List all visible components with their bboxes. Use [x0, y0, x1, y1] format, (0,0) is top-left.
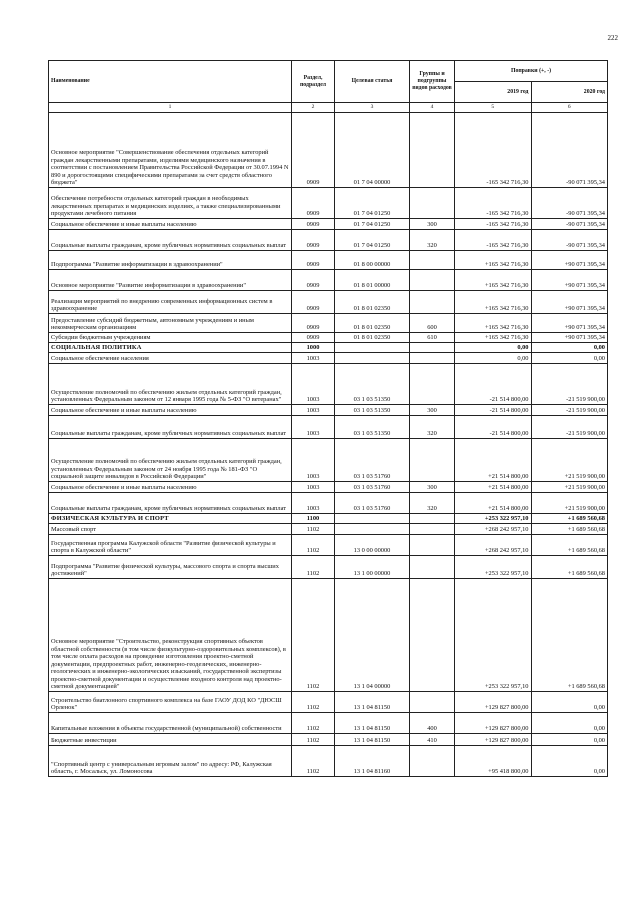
row-target: 01 8 01 02350: [335, 291, 410, 314]
row-section: 1102: [292, 535, 335, 556]
row-group: [410, 353, 455, 364]
row-group: [410, 746, 455, 777]
row-amount-2020: 0,00: [531, 746, 608, 777]
row-group: 410: [410, 734, 455, 746]
page-number: 222: [607, 34, 618, 42]
row-amount-2020: +21 519 900,00: [531, 493, 608, 514]
row-group: [410, 251, 455, 270]
row-amount-2020: +90 071 395,34: [531, 270, 608, 291]
row-section: 1003: [292, 405, 335, 416]
row-target: [335, 524, 410, 535]
row-section: 0909: [292, 219, 335, 230]
table-row: [49, 746, 608, 777]
row-amount-2019: +129 827 800,00: [455, 713, 532, 734]
row-name: Осуществление полномочий по обеспечению жильем отдельных категорий граждан, установленных Федеральным законом от 24 ноября 1995 года № 181-ФЗ "О социальной защите инвалидов в Российской Федерации": [49, 439, 292, 482]
table-row: [49, 333, 608, 343]
table-row: [49, 556, 608, 579]
row-amount-2019: +165 342 716,30: [455, 314, 532, 333]
header-row: [49, 61, 608, 82]
row-amount-2020: -90 071 395,34: [531, 230, 608, 251]
row-section: 0909: [292, 230, 335, 251]
row-name: Подпрограмма "Развитие физической культуры, массового спорта и спорта высших достижений": [49, 556, 292, 579]
table-row: [49, 535, 608, 556]
budget-table: [48, 60, 608, 777]
row-name: Основное мероприятие "Строительство, реконструкция спортивных объектов областной собственности (в том числе физкультурно-оздоровительных комплексов), в том числе оплата расходов на проведение изготовления проектно-сметной документации, предпроектных работ, инженерно-геодезических, инженерно-геологических и инженерно-экологических изысканий, государственной экспертизы проектно-сметной документации и осуществление входного контроля над проектно-сметной документацией": [49, 579, 292, 692]
row-group: 320: [410, 230, 455, 251]
row-section: 0909: [292, 188, 335, 219]
row-amount-2019: +21 514 800,00: [455, 439, 532, 482]
table-row: [49, 482, 608, 493]
row-name: ФИЗИЧЕСКАЯ КУЛЬТУРА И СПОРТ: [49, 514, 292, 524]
row-amount-2020: +90 071 395,34: [531, 291, 608, 314]
row-section: 1003: [292, 416, 335, 439]
column-number-row: [49, 103, 608, 113]
row-name: Обеспечение потребности отдельных категорий граждан в необходимых лекарственных препаратах и медицинских изделиях, а также специализированными продуктами лечебного питания: [49, 188, 292, 219]
row-amount-2020: -90 071 395,34: [531, 219, 608, 230]
table-row: [49, 230, 608, 251]
row-group: [410, 270, 455, 291]
table-row: [49, 579, 608, 692]
row-amount-2020: 0,00: [531, 692, 608, 713]
header-amendments: Поправки (+, -): [455, 61, 608, 82]
row-amount-2020: -90 071 395,34: [531, 188, 608, 219]
row-group: [410, 579, 455, 692]
row-target: 13 1 00 00000: [335, 556, 410, 579]
row-name: Основное мероприятие "Развитие информатизации в здравоохранении": [49, 270, 292, 291]
row-section: 1003: [292, 439, 335, 482]
row-amount-2019: -165 342 716,30: [455, 230, 532, 251]
row-amount-2020: 0,00: [531, 734, 608, 746]
row-amount-2019: +253 322 957,10: [455, 514, 532, 524]
row-amount-2019: -21 514 800,00: [455, 405, 532, 416]
header-group: Группы и подгруппы видов расходов: [410, 61, 455, 103]
row-section: 1102: [292, 579, 335, 692]
row-group: [410, 113, 455, 188]
row-section: 1102: [292, 556, 335, 579]
header-target: Целевая статья: [335, 61, 410, 103]
table-row: [49, 270, 608, 291]
table-row: [49, 692, 608, 713]
row-section: 0909: [292, 270, 335, 291]
row-group: [410, 514, 455, 524]
table-row: [49, 514, 608, 524]
row-name: Социальное обеспечение и иные выплаты населению: [49, 405, 292, 416]
col-number: 4: [410, 103, 455, 113]
row-group: [410, 343, 455, 353]
row-target: 13 1 04 81150: [335, 692, 410, 713]
row-amount-2020: 0,00: [531, 343, 608, 353]
row-target: [335, 343, 410, 353]
table-row: [49, 314, 608, 333]
table-row: [49, 219, 608, 230]
row-section: 1000: [292, 343, 335, 353]
row-amount-2019: +165 342 716,30: [455, 251, 532, 270]
table-row: [49, 343, 608, 353]
table-row: [49, 524, 608, 535]
row-target: 03 1 03 51350: [335, 416, 410, 439]
row-amount-2020: +1 689 560,68: [531, 535, 608, 556]
row-group: 300: [410, 219, 455, 230]
row-section: 1003: [292, 482, 335, 493]
row-group: 320: [410, 416, 455, 439]
table-row: [49, 353, 608, 364]
header-section: Раздел, подраздел: [292, 61, 335, 103]
row-amount-2020: -90 071 395,34: [531, 113, 608, 188]
table-row: [49, 291, 608, 314]
row-section: 0909: [292, 251, 335, 270]
table-body: [49, 113, 608, 777]
row-section: 1102: [292, 713, 335, 734]
row-target: 13 1 04 81150: [335, 734, 410, 746]
row-name: Социальные выплаты гражданам, кроме публичных нормативных социальных выплат: [49, 230, 292, 251]
row-target: 01 7 04 00000: [335, 113, 410, 188]
row-amount-2019: -165 342 716,30: [455, 219, 532, 230]
table-row: [49, 734, 608, 746]
row-section: 1102: [292, 524, 335, 535]
row-amount-2019: 0,00: [455, 343, 532, 353]
row-amount-2019: 0,00: [455, 353, 532, 364]
row-group: 400: [410, 713, 455, 734]
row-name: Субсидии бюджетным учреждениям: [49, 333, 292, 343]
row-target: 13 1 04 00000: [335, 579, 410, 692]
row-target: 03 1 03 51760: [335, 482, 410, 493]
row-group: [410, 524, 455, 535]
row-amount-2019: +95 418 800,00: [455, 746, 532, 777]
row-amount-2019: -165 342 716,30: [455, 113, 532, 188]
row-section: 0909: [292, 314, 335, 333]
row-amount-2020: +1 689 560,68: [531, 556, 608, 579]
row-target: 03 1 03 51350: [335, 364, 410, 405]
row-amount-2019: +268 242 957,10: [455, 524, 532, 535]
row-amount-2019: +21 514 800,00: [455, 493, 532, 514]
row-amount-2020: 0,00: [531, 353, 608, 364]
table-row: [49, 416, 608, 439]
row-amount-2020: +1 689 560,68: [531, 514, 608, 524]
row-name: Капитальные вложения в объекты государственной (муниципальной) собственности: [49, 713, 292, 734]
row-name: Основное мероприятие "Совершенствование обеспечения отдельных категорий граждан лекарственными препаратами, изделиями медицинского назначения в соответствии с постановлением Правительства Российской Федерации от 30.07.1994 N 890 и дорогостоящими специфическими препаратами за счет средств областного бюджета": [49, 113, 292, 188]
row-section: 1100: [292, 514, 335, 524]
row-group: 300: [410, 405, 455, 416]
row-section: 1003: [292, 493, 335, 514]
row-group: [410, 556, 455, 579]
row-amount-2019: +165 342 716,30: [455, 333, 532, 343]
row-name: СОЦИАЛЬНАЯ ПОЛИТИКА: [49, 343, 292, 353]
row-group: [410, 692, 455, 713]
table-row: [49, 251, 608, 270]
row-name: Строительство биатлонного спортивного комплекса на базе ГАОУ ДОД КО "ДЮСШ Орленок": [49, 692, 292, 713]
row-target: 01 8 01 00000: [335, 270, 410, 291]
row-amount-2019: +21 514 800,00: [455, 482, 532, 493]
row-target: 01 8 01 02350: [335, 314, 410, 333]
row-name: Социальные выплаты гражданам, кроме публичных нормативных социальных выплат: [49, 416, 292, 439]
table-row: [49, 113, 608, 188]
row-amount-2020: -21 519 900,00: [531, 405, 608, 416]
row-target: 03 1 03 51760: [335, 493, 410, 514]
row-amount-2019: +253 322 957,10: [455, 556, 532, 579]
row-section: 0909: [292, 333, 335, 343]
row-amount-2019: +165 342 716,30: [455, 291, 532, 314]
row-target: 13 1 04 81150: [335, 713, 410, 734]
table-row: [49, 364, 608, 405]
row-target: 13 0 00 00000: [335, 535, 410, 556]
row-amount-2020: +21 519 900,00: [531, 439, 608, 482]
table-row: [49, 493, 608, 514]
col-number: 1: [49, 103, 292, 113]
row-amount-2019: +253 322 957,10: [455, 579, 532, 692]
row-target: 01 7 04 01250: [335, 230, 410, 251]
row-name: Социальные выплаты гражданам, кроме публичных нормативных социальных выплат: [49, 493, 292, 514]
row-section: 0909: [292, 113, 335, 188]
row-amount-2020: +90 071 395,34: [531, 333, 608, 343]
row-section: 1102: [292, 692, 335, 713]
row-group: 300: [410, 482, 455, 493]
row-amount-2020: +1 689 560,68: [531, 579, 608, 692]
col-number: 2: [292, 103, 335, 113]
row-group: 610: [410, 333, 455, 343]
row-target: 01 8 00 00000: [335, 251, 410, 270]
row-group: [410, 291, 455, 314]
row-name: Социальное обеспечение и иные выплаты населению: [49, 482, 292, 493]
row-name: Бюджетные инвестиции: [49, 734, 292, 746]
row-group: [410, 439, 455, 482]
header-year-2020: 2020 год: [531, 82, 608, 103]
row-target: [335, 514, 410, 524]
row-target: [335, 353, 410, 364]
col-number: 3: [335, 103, 410, 113]
row-section: 1102: [292, 734, 335, 746]
row-amount-2019: +129 827 800,00: [455, 734, 532, 746]
row-name: Подпрограмма "Развитие информатизации в здравоохранении": [49, 251, 292, 270]
row-amount-2019: -21 514 800,00: [455, 364, 532, 405]
row-group: [410, 364, 455, 405]
row-section: 1003: [292, 364, 335, 405]
table-row: [49, 439, 608, 482]
row-section: 0909: [292, 291, 335, 314]
row-amount-2020: -21 519 900,00: [531, 364, 608, 405]
row-amount-2020: +1 689 560,68: [531, 524, 608, 535]
row-name: "Спортивный центр с универсальным игровым залом" по адресу: РФ, Калужская область, г. Мосальск, ул. Ломоносова: [49, 746, 292, 777]
row-amount-2019: -165 342 716,30: [455, 188, 532, 219]
row-amount-2020: +90 071 395,34: [531, 251, 608, 270]
row-name: Осуществление полномочий по обеспечению жильем отдельных категорий граждан, установленных Федеральным законом от 12 января 1995 года № 5-ФЗ "О ветеранах": [49, 364, 292, 405]
row-name: Социальное обеспечение населения: [49, 353, 292, 364]
row-amount-2019: +165 342 716,30: [455, 270, 532, 291]
row-section: 1102: [292, 746, 335, 777]
row-target: 03 1 03 51760: [335, 439, 410, 482]
row-target: 13 1 04 81160: [335, 746, 410, 777]
col-number: 5: [455, 103, 532, 113]
row-amount-2020: +21 519 900,00: [531, 482, 608, 493]
row-section: 1003: [292, 353, 335, 364]
row-target: 01 7 04 01250: [335, 188, 410, 219]
table-row: [49, 713, 608, 734]
row-amount-2020: 0,00: [531, 713, 608, 734]
row-group: 320: [410, 493, 455, 514]
row-amount-2019: +129 827 800,00: [455, 692, 532, 713]
row-target: 03 1 03 51350: [335, 405, 410, 416]
row-name: Предоставление субсидий бюджетным, автономным учреждениям и иным некоммерческим организациям: [49, 314, 292, 333]
row-amount-2020: -21 519 900,00: [531, 416, 608, 439]
row-target: 01 7 04 01250: [335, 219, 410, 230]
header-name: Наименование: [49, 61, 292, 103]
row-name: Социальное обеспечение и иные выплаты населению: [49, 219, 292, 230]
table-row: [49, 188, 608, 219]
row-group: [410, 188, 455, 219]
row-amount-2019: -21 514 800,00: [455, 416, 532, 439]
header-year-2019: 2019 год: [455, 82, 532, 103]
row-group: [410, 535, 455, 556]
row-name: Государственная программа Калужской области "Развитие физической культуры и спорта в Калужской области": [49, 535, 292, 556]
row-group: 600: [410, 314, 455, 333]
row-name: Реализация мероприятий по внедрению современных информационных систем в здравоохранение: [49, 291, 292, 314]
table-row: [49, 405, 608, 416]
col-number: 6: [531, 103, 608, 113]
row-amount-2020: +90 071 395,34: [531, 314, 608, 333]
row-name: Массовый спорт: [49, 524, 292, 535]
row-target: 01 8 01 02350: [335, 333, 410, 343]
row-amount-2019: +268 242 957,10: [455, 535, 532, 556]
